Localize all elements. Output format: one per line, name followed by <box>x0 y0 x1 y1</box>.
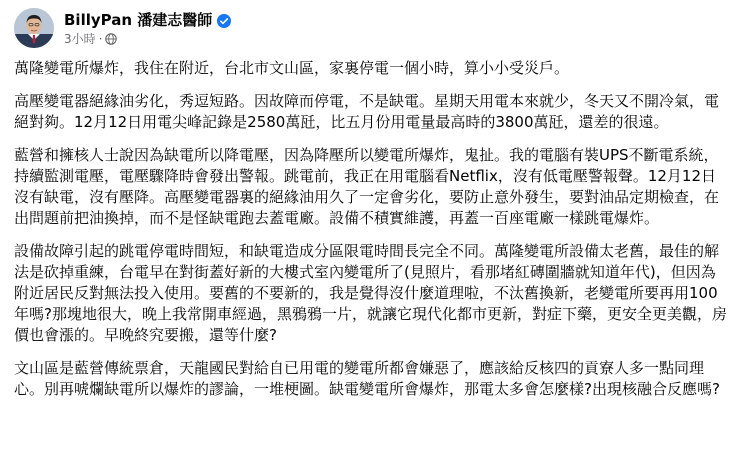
author-avatar[interactable] <box>14 8 54 48</box>
post-paragraph-5: 文山區是藍營傳統票倉，天龍國民對給自已用電的變電所都會嫌惡了，應該給反核四的貢寮人多一點同理心。別再唬爛缺電所以爆炸的謬論，一堆梗圖。缺電變電所會爆炸，那電太多會怎麼樣?出現核融合反應嗎? <box>14 359 720 398</box>
post-header <box>14 6 231 50</box>
post-body <box>14 58 730 412</box>
post-timestamp[interactable]: 3小時 <box>64 31 96 46</box>
post-paragraph-1: 萬隆變電所爆炸，我住在附近，台北市文山區，家裏停電一個小時，算小小受災戶。 <box>14 59 570 77</box>
public-globe-icon[interactable] <box>105 33 117 45</box>
separator-dot: · <box>98 31 103 46</box>
post-subline <box>64 31 231 47</box>
author-row <box>64 10 231 30</box>
post-paragraph-2: 高壓變電器絕緣油劣化，秀逗短路。因故障而停電，不是缺電。星期天用電本來就少，冬天又不開冷氣，電絕對夠。12月12日用電尖峰記錄是2580萬瓩，比五月份用電量最高時的3800萬瓩，還差的很遠。 <box>14 92 720 131</box>
post-paragraph-4: 設備故障引起的跳電停電時間短，和缺電造成分區限電時間長完全不同。萬隆變電所設備太老舊，最佳的解法是砍掉重練，台電早在對街蓋好新的大樓式室內變電所了(見照片，看那堵紅磚圍牆就知道年代)，但因為附近居民反對無法投入使用。要舊的不要新的，我是覺得沒什麼道理啦，不汰舊換新，老變電所要再用100年嗎?那塊地很大，晚上我常開車經過，黑鴉鴉一片，就讓它現代化都市更新，對症下藥，更安全更美觀，房價也會漲的。早晚終究要搬，還等什麼? <box>14 242 727 344</box>
post-meta <box>64 10 231 47</box>
author-name[interactable]: BillyPan 潘建志醫師 <box>64 10 213 29</box>
post-paragraph-3: 藍營和擁核人士說因為缺電所以降電壓，因為降壓所以變電所爆炸，鬼扯。我的電腦有裝UPS不斷電系統，持續監測電壓，電壓驟降時會發出警報。跳電前，我正在用電腦看Netflix，沒有低電壓警報聲。12月12日沒有缺電，沒有壓降。高壓變電器裏的絕緣油用久了一定會劣化，要防止意外發生，要對油品定期檢查，在出問題前把油換掉，而不是怪缺電跑去蓋電廠。設備不積實維護，再蓋一百座電廠一樣跳電爆炸。 <box>14 146 720 227</box>
verified-badge-icon <box>217 13 231 27</box>
